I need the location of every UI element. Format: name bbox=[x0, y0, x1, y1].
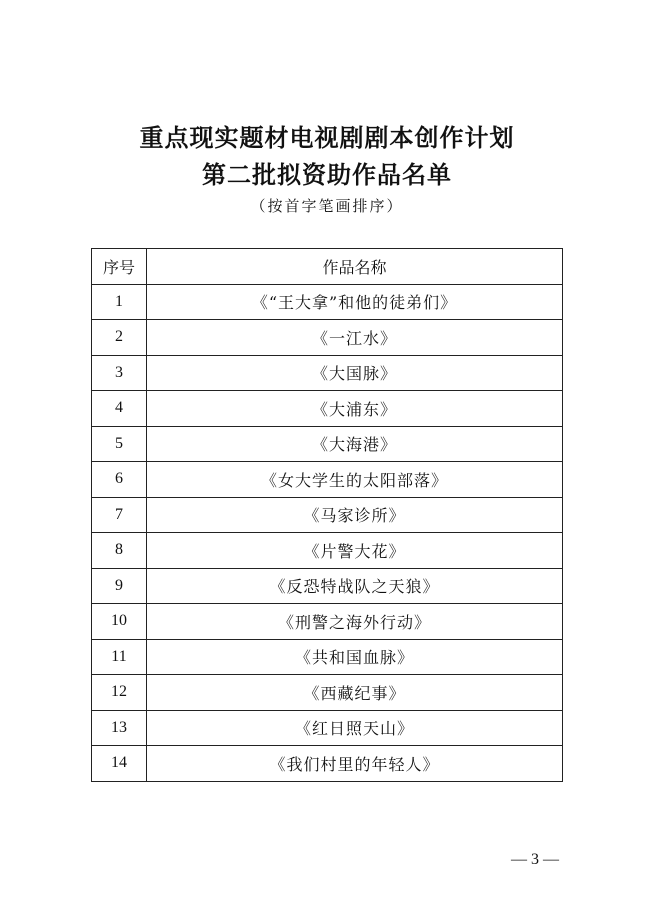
row-index: 5 bbox=[92, 426, 147, 462]
row-index: 9 bbox=[92, 568, 147, 604]
row-index: 14 bbox=[92, 746, 147, 782]
work-title: 《“王大拿”和他的徒弟们》 bbox=[147, 284, 563, 320]
row-index: 10 bbox=[92, 604, 147, 640]
table-row bbox=[92, 568, 563, 604]
row-index: 11 bbox=[92, 639, 147, 675]
work-title: 《马家诊所》 bbox=[147, 497, 563, 533]
table-row bbox=[92, 462, 563, 498]
table-row bbox=[92, 710, 563, 746]
table-header-row bbox=[92, 249, 563, 285]
table-row bbox=[92, 284, 563, 320]
document-title-line-2: 第二批拟资助作品名单 bbox=[202, 160, 452, 189]
work-title: 《刑警之海外行动》 bbox=[147, 604, 563, 640]
work-title: 《女大学生的太阳部落》 bbox=[147, 462, 563, 498]
row-index: 3 bbox=[92, 355, 147, 391]
table-row bbox=[92, 355, 563, 391]
row-index: 12 bbox=[92, 675, 147, 711]
row-index: 6 bbox=[92, 462, 147, 498]
table-row bbox=[92, 675, 563, 711]
work-title: 《大浦东》 bbox=[147, 391, 563, 427]
table-row bbox=[92, 320, 563, 356]
table-row bbox=[92, 639, 563, 675]
table-row bbox=[92, 604, 563, 640]
table-row bbox=[92, 391, 563, 427]
name-column-header: 作品名称 bbox=[147, 249, 563, 285]
document-title-line-1: 重点现实题材电视剧剧本创作计划 bbox=[139, 123, 515, 152]
work-title: 《一江水》 bbox=[147, 320, 563, 356]
work-title: 《片警大花》 bbox=[147, 533, 563, 569]
work-title: 《反恐特战队之天狼》 bbox=[147, 568, 563, 604]
works-table bbox=[91, 248, 563, 782]
work-title: 《西藏纪事》 bbox=[147, 675, 563, 711]
document-subtitle: （按首字笔画排序） bbox=[250, 197, 404, 215]
table-row bbox=[92, 426, 563, 462]
work-title: 《红日照天山》 bbox=[147, 710, 563, 746]
work-title: 《共和国血脉》 bbox=[147, 639, 563, 675]
table-row bbox=[92, 746, 563, 782]
row-index: 8 bbox=[92, 533, 147, 569]
row-index: 13 bbox=[92, 710, 147, 746]
row-index: 7 bbox=[92, 497, 147, 533]
table-row bbox=[92, 497, 563, 533]
work-title: 《大海港》 bbox=[147, 426, 563, 462]
page-number: — 3 — bbox=[511, 851, 559, 868]
row-index: 2 bbox=[92, 320, 147, 356]
row-index: 1 bbox=[92, 284, 147, 320]
table-row bbox=[92, 533, 563, 569]
work-title: 《大国脉》 bbox=[147, 355, 563, 391]
index-column-header: 序号 bbox=[92, 249, 147, 285]
row-index: 4 bbox=[92, 391, 147, 427]
work-title: 《我们村里的年轻人》 bbox=[147, 746, 563, 782]
